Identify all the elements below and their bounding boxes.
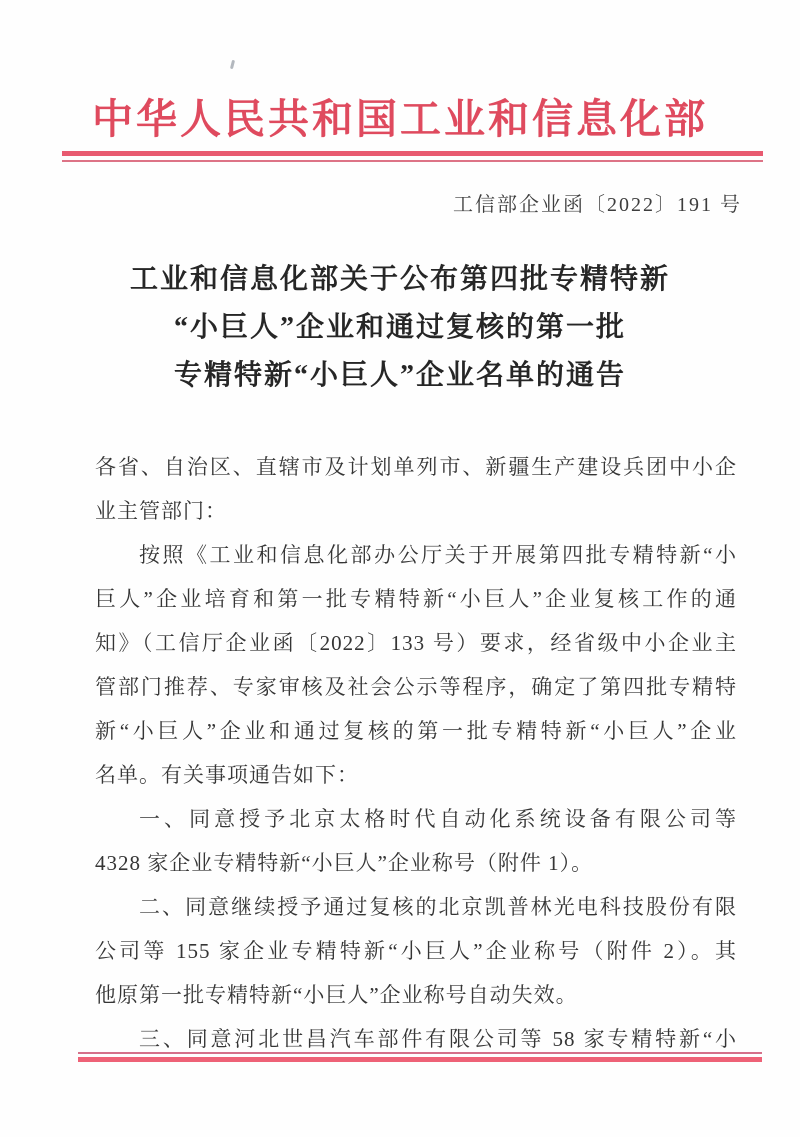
body-line-item-1-end: 4328 家企业专精特新“小巨人”企业称号（附件 1）。 <box>95 851 594 875</box>
body-line: 名单。有关事项通告如下： <box>95 763 359 787</box>
body-line-item-2: 二、同意继续授予通过复核的北京凯普林光电科技股份有限 <box>139 895 737 919</box>
body-line: 巨人”企业培育和第一批专精特新“小巨人”企业复核工作的通 <box>95 587 737 611</box>
body-line: 管部门推荐、专家审核及社会公示等程序，确定了第四批专精特 <box>95 675 737 699</box>
body-line: 知》（工信厅企业函〔2022〕133 号）要求，经省级中小企业主 <box>95 631 737 655</box>
document-title-line-2: “小巨人”企业和通过复核的第一批 <box>173 312 626 343</box>
body-line: 新“小巨人”企业和通过复核的第一批专精特新“小巨人”企业 <box>95 719 737 743</box>
body-line: 按照《工业和信息化部办公厅关于开展第四批专精特新“小 <box>139 543 737 567</box>
page-bottom-rule <box>78 1052 762 1062</box>
body-line-item-1: 一、同意授予北京太格时代自动化系统设备有限公司等 <box>139 807 737 831</box>
header-divider-rule <box>62 151 763 162</box>
document-title-line-3: 专精特新“小巨人”企业名单的通告 <box>173 360 626 391</box>
document-body <box>95 445 737 1061</box>
document-title <box>40 256 760 400</box>
body-line-salutation: 各省、自治区、直辖市及计划单列市、新疆生产建设兵团中小企 <box>95 455 737 479</box>
body-line-item-3: 三、同意河北世昌汽车部件有限公司等 58 家专精特新“小 <box>139 1027 737 1051</box>
document-reference-number: 工信部企业函〔2022〕191 号 <box>453 194 742 216</box>
header-divider-thin-line <box>62 160 763 162</box>
body-line-item-2-end: 他原第一批专精特新“小巨人”企业称号自动失效。 <box>95 983 578 1007</box>
issuing-authority-header: 中华人民共和国工业和信息化部 <box>92 96 708 142</box>
photo-speck-artifact <box>230 60 235 69</box>
body-line-item-2-cont: 公司等 155 家企业专精特新“小巨人”企业称号（附件 2）。其 <box>95 939 737 963</box>
body-line-salutation-end: 业主管部门： <box>95 499 227 523</box>
bottom-rule-thick-line <box>78 1057 762 1062</box>
document-title-line-1: 工业和信息化部关于公布第四批专精特新 <box>129 264 670 295</box>
